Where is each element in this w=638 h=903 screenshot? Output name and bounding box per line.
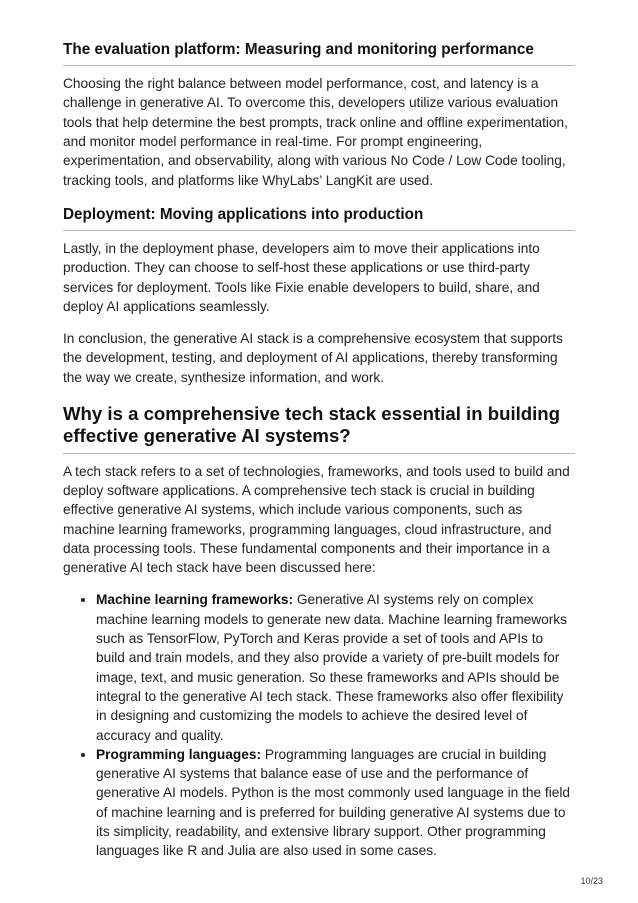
section-heading-why: Why is a comprehensive tech stack essential in building effective generative AI systems? — [63, 403, 575, 454]
page-number: 10/23 — [580, 876, 603, 886]
paragraph-why: A tech stack refers to a set of technologies, frameworks, and tools used to build and deploy software applications. A comprehensive tech stack is crucial in building effective generative AI systems, which include various components, such as machine learning frameworks, programming languages, cloud infrastructure, and data processing tools. These fundamental components and their importance in a generative AI tech stack have been discussed here: — [63, 463, 570, 576]
paragraph-deployment-1: Lastly, in the deployment phase, developers aim to move their applications into production. They can choose to self-host these applications or use third-party services for deployment. Tools like Fixie enable developers to build, share, and deploy AI applications seamlessly. — [63, 241, 540, 314]
components-list — [63, 590, 575, 860]
list-item-text: Generative AI systems rely on complex machine learning models to generate new data. Machine learning frameworks such as TensorFlow, PyTorch and Keras provide a set of tools and APIs to build and train models, and they also provide a variety of pre-built models for image, text, and music generation. So these frameworks and APIs should be integral to the generative AI tech stack. These frameworks also offer flexibility in designing and customizing the models to achieve the desired level of accuracy and quality. — [96, 592, 567, 743]
paragraph-deployment-2: In conclusion, the generative AI stack is a comprehensive ecosystem that supports the development, testing, and deployment of AI applications, thereby transforming the way we create, synthesize information, and work. — [63, 331, 563, 385]
list-item-term: Programming languages: — [96, 746, 262, 762]
list-item-term: Machine learning frameworks: — [96, 592, 294, 608]
list-item-ml-frameworks — [96, 590, 575, 744]
paragraph-evaluation: Choosing the right balance between model performance, cost, and latency is a challenge in generative AI. To overcome this, developers utilize various evaluation tools that help determine the best prompts, track online and offline experimentation, and monitor model performance in real-time. For prompt engineering, experimentation, and observability, along with various No Code / Low Code tooling, tracking tools, and platforms like WhyLabs’ LangKit are used. — [63, 76, 568, 188]
section-heading-evaluation: The evaluation platform: Measuring and monitoring performance — [63, 40, 575, 66]
list-item-text: Programming languages are crucial in building generative AI systems that balance ease of use and the performance of generative AI models. Python is the most commonly used language in the field of machine learning and is preferred for building generative AI systems due to its simplicity, readability, and extensive library support. Other programming languages like R and Julia are also used in some cases. — [96, 746, 571, 859]
section-heading-deployment: Deployment: Moving applications into production — [63, 205, 575, 231]
list-item-programming-languages — [96, 745, 575, 861]
document-page — [63, 40, 575, 861]
